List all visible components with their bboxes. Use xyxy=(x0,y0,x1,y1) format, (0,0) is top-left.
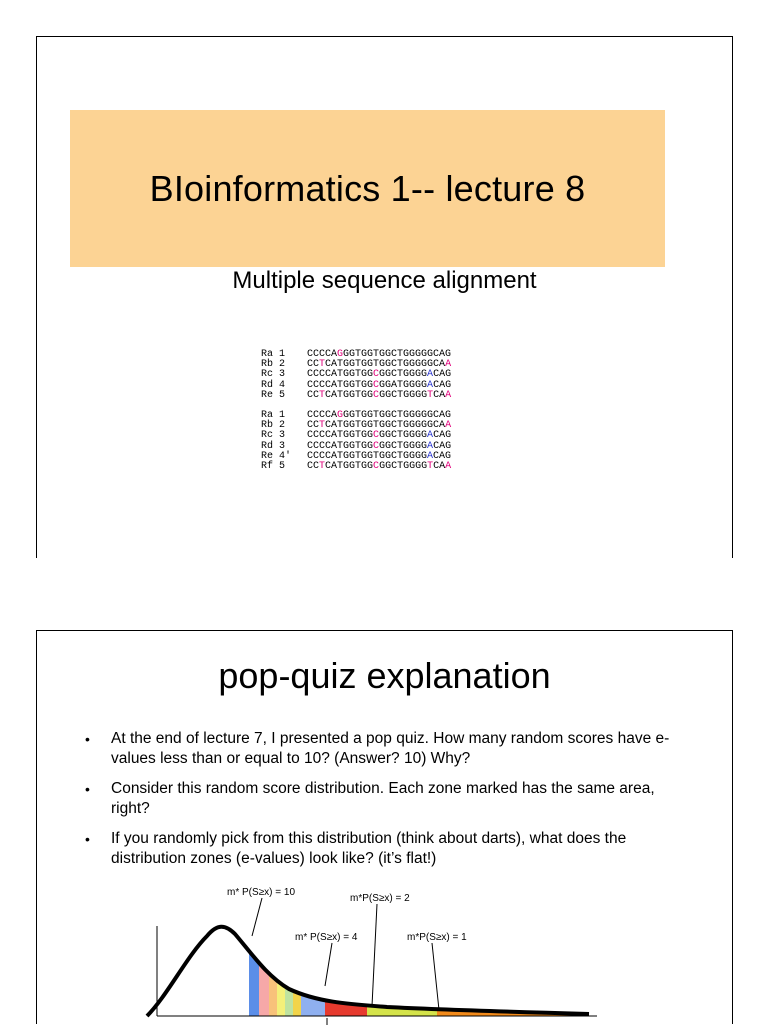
arrow-e2 xyxy=(372,904,377,1006)
highlighted-base: C xyxy=(373,440,380,452)
label-e2: m*P(S≥x) = 2 xyxy=(350,893,410,904)
bullet-marker: • xyxy=(85,781,90,797)
sequence-segment: CATGGTGGTGGCTGGGGGCA xyxy=(325,420,446,432)
sequence-segment: CATGGTGGTGGCTGGGGGCA xyxy=(325,359,446,371)
zone-band xyxy=(269,916,277,1016)
sequence-label: Rb 2 xyxy=(261,359,286,371)
slide-1-title: BIoinformatics 1-- lecture 8 xyxy=(149,167,586,209)
highlighted-base: T xyxy=(319,420,326,432)
sequence-segment: CC xyxy=(307,359,320,371)
sequence-label: Ra 1 xyxy=(261,410,286,422)
zone-band xyxy=(437,916,589,1016)
sequence-segment: GGTGGTGGCTGGGGGCAG xyxy=(343,410,452,422)
sequence-segment: CCCCA xyxy=(307,410,338,422)
sequence-segment: GGCTGGGG xyxy=(379,389,428,401)
highlighted-base: C xyxy=(373,430,380,442)
sequence-segment: CATGGTGG xyxy=(325,461,374,473)
sequence-segment: CCCCATGGTGG xyxy=(307,379,374,391)
zone-band xyxy=(285,916,293,1016)
highlighted-base: A xyxy=(445,420,452,432)
sequence-segment: CATGGTGG xyxy=(325,389,374,401)
zone-band xyxy=(367,916,437,1016)
sequence-segment: GGCTGGGG xyxy=(379,461,428,473)
sequence-segment: GGATGGGG xyxy=(379,379,428,391)
sequence-segment: CCCCA xyxy=(307,349,338,360)
alignment-block xyxy=(261,350,451,401)
sequence-label: Rf 5 xyxy=(261,461,286,473)
sequence-segment: CCCCATGGTGG xyxy=(307,440,374,452)
alignment-row xyxy=(261,391,451,401)
sequence-label: Rb 2 xyxy=(261,420,286,432)
label-e4: m* P(S≥x) = 4 xyxy=(295,932,358,943)
zone-band xyxy=(293,916,301,1016)
sequence-label: Rd 4 xyxy=(261,379,286,391)
sequence-segment: CAG xyxy=(433,430,452,442)
highlighted-base: A xyxy=(427,369,434,381)
sequence-segment: CA xyxy=(433,461,446,473)
sequence-segment: GGCTGGGG xyxy=(379,369,428,381)
slide-1-subtitle: Multiple sequence alignment xyxy=(232,267,537,294)
zone-band xyxy=(249,916,259,1016)
arrow-e4 xyxy=(325,943,332,986)
highlighted-base: T xyxy=(319,461,326,473)
sequence-alignment xyxy=(261,350,451,472)
sequence-segment: CCCCATGGTGGTGGCTGGGG xyxy=(307,450,428,462)
sequence-segment: GGTGGTGGCTGGGGGCAG xyxy=(343,349,452,360)
highlighted-base: T xyxy=(319,359,326,371)
highlighted-base: T xyxy=(427,461,434,473)
sequence-segment: GGCTGGGG xyxy=(379,430,428,442)
highlighted-base: A xyxy=(427,450,434,462)
distribution-figure xyxy=(117,876,677,1026)
alignment-row xyxy=(261,462,451,472)
sequence-segment: CAG xyxy=(433,379,452,391)
bullet-marker: • xyxy=(85,731,90,747)
label-e10: m* P(S≥x) = 10 xyxy=(227,887,296,898)
highlighted-base: C xyxy=(373,379,380,391)
bullet-marker: • xyxy=(85,831,90,847)
sequence-segment: CCCCATGGTGG xyxy=(307,430,374,442)
arrow-e10 xyxy=(252,898,262,936)
highlighted-base: A xyxy=(445,461,452,473)
highlighted-base: C xyxy=(373,389,380,401)
alignment-block xyxy=(261,411,451,472)
highlighted-base: A xyxy=(445,389,452,401)
highlighted-base: A xyxy=(427,440,434,452)
sequence-segment: CAG xyxy=(433,369,452,381)
arrow-e1 xyxy=(432,943,439,1010)
sequence-label: Rc 3 xyxy=(261,430,286,442)
highlighted-base: C xyxy=(373,369,380,381)
sequence-label: Rd 3 xyxy=(261,440,286,452)
sequence-label: Ra 1 xyxy=(261,349,286,360)
zone-bands xyxy=(249,916,589,1016)
label-e1: m*P(S≥x) = 1 xyxy=(407,932,467,943)
sequence-segment: CAG xyxy=(433,450,452,462)
sequence-label: Rc 3 xyxy=(261,369,286,381)
sequence-segment: CCCCATGGTGG xyxy=(307,369,374,381)
highlighted-base: G xyxy=(337,410,344,422)
sequence-segment: CA xyxy=(433,389,446,401)
sequence-segment: GGCTGGGG xyxy=(379,440,428,452)
sequence-segment: CC xyxy=(307,389,320,401)
slide-2-title: pop-quiz explanation xyxy=(218,655,551,696)
bullet-text: If you randomly pick from this distribution (think about darts), what does the distribution zones (e-values) look like? (it’s flat!) xyxy=(111,830,627,867)
slide-1 xyxy=(36,36,733,558)
bullet-item xyxy=(85,779,675,819)
bullet-item xyxy=(85,829,675,869)
highlighted-base: C xyxy=(373,461,380,473)
highlighted-base: A xyxy=(445,359,452,371)
zone-band xyxy=(277,916,285,1016)
highlighted-base: A xyxy=(427,379,434,391)
title-band xyxy=(70,110,665,267)
slide-2 xyxy=(36,630,733,1024)
highlighted-base: T xyxy=(427,389,434,401)
sequence-segment: CC xyxy=(307,461,320,473)
sequence-segment: CAG xyxy=(433,440,452,452)
highlighted-base: G xyxy=(337,349,344,360)
distribution-curve xyxy=(147,927,589,1016)
bullet-list xyxy=(85,729,675,879)
bullet-text: Consider this random score distribution. Each zone marked has the same area, right? xyxy=(111,780,655,817)
highlighted-base: T xyxy=(319,389,326,401)
bullet-item xyxy=(85,729,675,769)
bullet-text: At the end of lecture 7, I presented a pop quiz. How many random scores have e-values less than or equal to 10? (Answer? 10) Why? xyxy=(111,730,670,767)
highlighted-base: A xyxy=(427,430,434,442)
sequence-label: Re 4' xyxy=(261,450,292,462)
sequence-label: Re 5 xyxy=(261,389,286,401)
sequence-segment: CC xyxy=(307,420,320,432)
